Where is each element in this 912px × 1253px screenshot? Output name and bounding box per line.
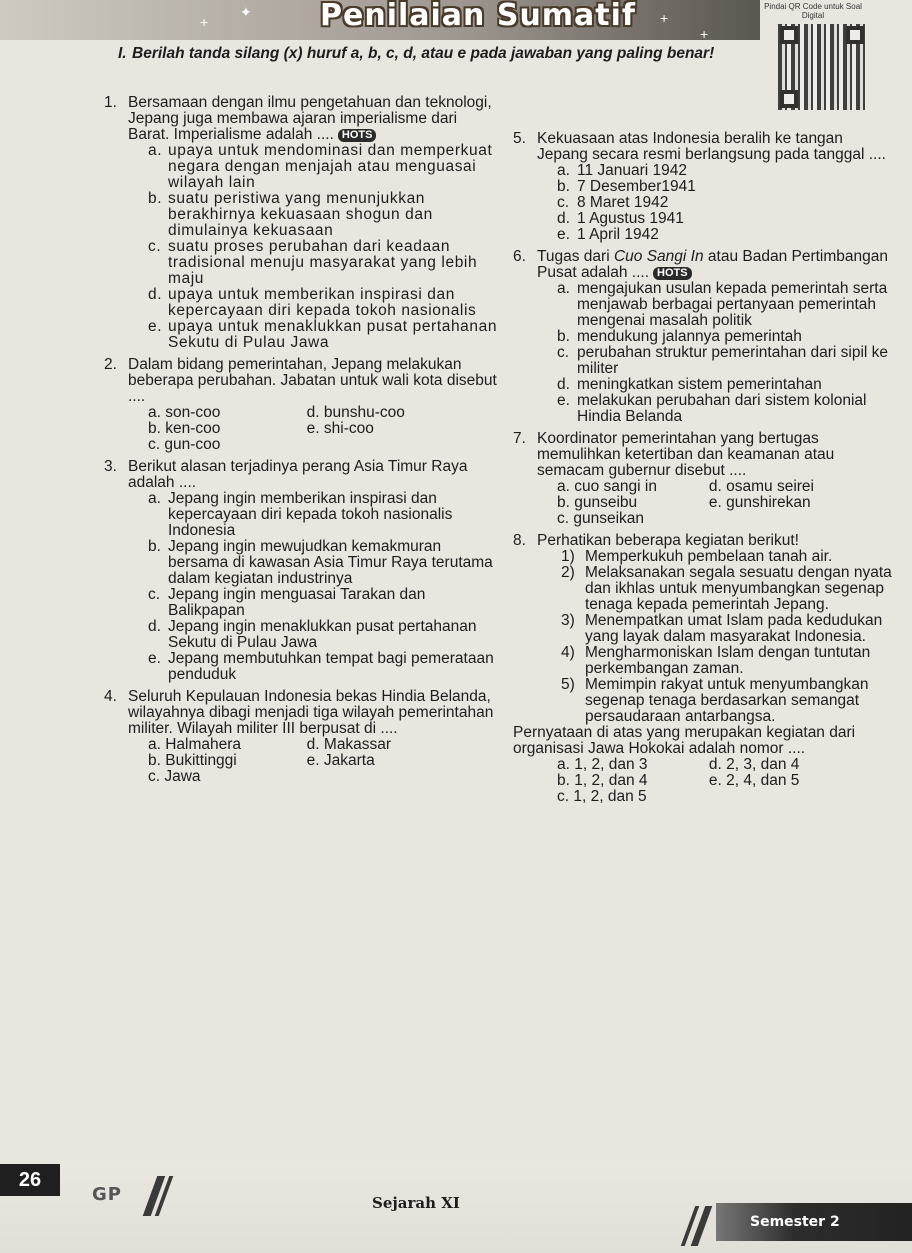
- question-text: Kekuasaan atas Indonesia beralih ke tangan Jepang secara resmi berlangsung pada tanggal ....: [537, 130, 886, 163]
- answer-option[interactable]: [537, 195, 893, 211]
- answer-option-row: [128, 737, 499, 753]
- answer-option[interactable]: [537, 163, 893, 179]
- question-item: [513, 131, 893, 243]
- answer-option[interactable]: [128, 491, 499, 539]
- question-text: atau Badan Pertimbangan Pusat adalah ....: [537, 248, 889, 281]
- answer-option-row: [128, 437, 499, 453]
- answer-option[interactable]: b. 1, 2, dan 4: [557, 772, 648, 789]
- instruction-text: Berilah tanda silang (x) huruf a, b, c, d, atau e pada jawaban yang paling benar!: [132, 45, 715, 62]
- question-item: [513, 249, 893, 425]
- answer-option[interactable]: [537, 377, 893, 393]
- sparkle-icon: +: [700, 26, 709, 42]
- option-text: meningkatkan sistem pemerintahan: [577, 376, 822, 393]
- answer-option-row: [128, 753, 499, 769]
- answer-option[interactable]: a. cuo sangi in: [557, 478, 657, 495]
- publisher-logo: GP: [92, 1184, 122, 1205]
- answer-option[interactable]: [537, 179, 893, 195]
- option-text: mengajukan usulan kepada pemerintah serta menjawab berbagai pertanyaan pemerintah mengenai masalah politik: [577, 280, 888, 329]
- question-text: Dalam bidang pemerintahan, Jepang melakukan beberapa perubahan. Jabatan untuk wali kota disebut ....: [128, 356, 497, 405]
- qr-label: Pindai QR Code untuk Soal Digital: [764, 2, 862, 20]
- statement-number: 5): [561, 676, 575, 693]
- answer-option[interactable]: a. Halmahera: [148, 736, 242, 753]
- option-text: Jepang ingin memberikan inspirasi dan kepercayaan diri kepada tokoh nasionalis Indonesia: [168, 490, 453, 539]
- answer-option[interactable]: c. gun-coo: [148, 436, 221, 453]
- statement-item: [537, 677, 893, 725]
- answer-option[interactable]: c. gunseikan: [557, 510, 645, 527]
- answer-option[interactable]: e. shi-coo: [306, 420, 374, 437]
- hots-badge: HOTS: [653, 267, 692, 280]
- question-stem: [537, 131, 893, 163]
- option-text: upaya untuk menaklukkan pusat pertahanan Sekutu di Pulau Jawa: [168, 318, 498, 351]
- answer-option[interactable]: [537, 211, 893, 227]
- question-text-italic: Cuo Sangi In: [613, 248, 704, 265]
- statement-text: Memimpin rakyat untuk menyumbangkan segenap tenaga berdasarkan semangat persaudaraan antarbangsa.: [585, 676, 869, 725]
- option-text: melakukan perubahan dari sistem kolonial Hindia Belanda: [577, 392, 867, 425]
- question-item: [513, 431, 893, 527]
- question-stem: [537, 249, 893, 281]
- option-text: suatu peristiwa yang menunjukkan berakhirnya kekuasaan shogun dan dimulainya kekuasaan: [168, 190, 433, 239]
- sparkle-icon: +: [660, 10, 669, 26]
- option-text: Jepang ingin menaklukkan pusat pertahanan Sekutu di Pulau Jawa: [168, 618, 477, 651]
- answer-option-row: [537, 511, 893, 527]
- option-letter: d.: [148, 286, 163, 303]
- answer-option[interactable]: b. Bukittinggi: [148, 752, 237, 769]
- answer-option-row: [537, 757, 893, 773]
- semester-label: Semester 2: [716, 1203, 912, 1241]
- option-letter: b.: [557, 178, 570, 195]
- question-stem: [537, 431, 893, 479]
- answer-option[interactable]: b. gunseibu: [557, 494, 638, 511]
- answer-option[interactable]: [128, 287, 499, 319]
- question-text: Bersamaan dengan ilmu pengetahuan dan teknologi, Jepang juga membawa ajaran imperialisme dari Barat. Imperialisme adalah ....: [128, 94, 492, 143]
- statement-item: [537, 565, 893, 613]
- answer-option[interactable]: a. son-coo: [148, 404, 221, 421]
- option-letter: c.: [148, 586, 161, 603]
- answer-option[interactable]: [537, 281, 893, 329]
- question-column-right: [513, 131, 893, 811]
- answer-option[interactable]: [128, 239, 499, 287]
- option-letter: d.: [148, 618, 161, 635]
- question-stem: [537, 533, 893, 549]
- option-text: Jepang ingin mewujudkan kemakmuran bersama di kawasan Asia Timur Raya terutama dalam kegiatan industrinya: [168, 538, 493, 587]
- answer-option[interactable]: [128, 651, 499, 683]
- question-text: Tugas dari: [537, 248, 614, 265]
- question-number: 1.: [104, 94, 117, 111]
- option-letter: b.: [148, 190, 163, 207]
- answer-option[interactable]: [709, 511, 893, 527]
- statement-item: [537, 613, 893, 645]
- question-item: [513, 533, 893, 805]
- option-text: suatu proses perubahan dari keadaan tradisional menuju masyarakat yang lebih maju: [168, 238, 478, 287]
- answer-option[interactable]: [307, 437, 499, 453]
- question-number: 7.: [513, 430, 526, 447]
- question-stem: [128, 459, 499, 491]
- answer-option[interactable]: [537, 329, 893, 345]
- answer-option-row: [128, 769, 499, 785]
- question-item: [104, 459, 499, 683]
- answer-option[interactable]: [128, 319, 499, 351]
- answer-option[interactable]: d. 2, 3, dan 4: [708, 756, 800, 773]
- answer-option[interactable]: d. Makassar: [306, 736, 392, 753]
- question-text: Seluruh Kepulauan Indonesia bekas Hindia Belanda, wilayahnya dibagi menjadi tiga wilayah pemerintahan militer. Wilayah militer III berpusat di ....: [128, 688, 494, 737]
- answer-option[interactable]: e. gunshirekan: [708, 494, 811, 511]
- answer-option[interactable]: [537, 393, 893, 425]
- instruction-number: I.: [118, 45, 127, 62]
- statement-number: 4): [561, 644, 575, 661]
- answer-option[interactable]: [128, 587, 499, 619]
- option-letter: d.: [557, 376, 570, 393]
- question-stem: [128, 357, 499, 405]
- answer-option[interactable]: [537, 227, 893, 243]
- question-number: 6.: [513, 248, 526, 265]
- option-text: Jepang membutuhkan tempat bagi pemerataan penduduk: [168, 650, 494, 683]
- statement-number: 1): [561, 548, 575, 565]
- question-number: 5.: [513, 130, 526, 147]
- question-number: 4.: [104, 688, 117, 705]
- answer-option-row: [128, 405, 499, 421]
- page-title: Penilaian Sumatif: [320, 0, 636, 33]
- option-letter: c.: [557, 344, 570, 361]
- option-text: 1 April 1942: [577, 226, 659, 243]
- option-letter: d.: [557, 210, 570, 227]
- answer-option-row: [128, 421, 499, 437]
- statement-number: 2): [561, 564, 575, 581]
- option-text: upaya untuk mendominasi dan memperkuat negara dengan menjajah atau menguasai wilayah lain: [168, 142, 493, 191]
- option-letter: e.: [148, 318, 163, 335]
- answer-option[interactable]: b. ken-coo: [148, 420, 221, 437]
- question-text: Koordinator pemerintahan yang bertugas memulihkan ketertiban dan keamanan atau semacam gubernur disebut ....: [537, 430, 835, 479]
- option-text: 11 Januari 1942: [577, 162, 688, 179]
- answer-option[interactable]: [128, 539, 499, 587]
- option-text: upaya untuk memberikan inspirasi dan kepercayaan diri kepada tokoh nasionalis: [168, 286, 477, 319]
- answer-option[interactable]: [128, 191, 499, 239]
- hots-badge: HOTS: [338, 129, 377, 142]
- statement-text: Menempatkan umat Islam pada kedudukan yang layak dalam masyarakat Indonesia.: [585, 612, 883, 645]
- question-item: [104, 95, 499, 351]
- option-text: Jepang ingin menguasai Tarakan dan Balikpapan: [168, 586, 426, 619]
- statement-item: [537, 645, 893, 677]
- answer-option[interactable]: c. Jawa: [148, 768, 201, 785]
- answer-option-row: [537, 479, 893, 495]
- option-letter: b.: [557, 328, 570, 345]
- answer-option-row: [537, 495, 893, 511]
- answer-option[interactable]: [307, 769, 499, 785]
- option-letter: e.: [148, 650, 161, 667]
- question-number: 3.: [104, 458, 117, 475]
- statement-text: Memperkukuh pembelaan tanah air.: [585, 548, 833, 565]
- question-text: Perhatikan beberapa kegiatan berikut!: [537, 532, 799, 549]
- option-letter: a.: [148, 142, 163, 159]
- statement-item: [537, 549, 893, 565]
- question-item: [104, 357, 499, 453]
- question-stem: [128, 95, 499, 143]
- answer-option-row: [537, 789, 893, 805]
- question-number: 2.: [104, 356, 117, 373]
- statement-number: 3): [561, 612, 575, 629]
- option-letter: a.: [148, 490, 161, 507]
- option-text: 1 Agustus 1941: [577, 210, 684, 227]
- option-text: 7 Desember1941: [577, 178, 696, 195]
- option-letter: c.: [557, 194, 570, 211]
- option-letter: a.: [557, 280, 570, 297]
- question-stem: [128, 689, 499, 737]
- answer-option[interactable]: e. Jakarta: [306, 752, 375, 769]
- option-letter: b.: [148, 538, 161, 555]
- statement-text: Melaksanakan segala sesuatu dengan nyata dan ikhlas untuk menyumbangkan segenap tenaga kepada pemerintah Jepang.: [585, 564, 892, 613]
- answer-option[interactable]: [128, 143, 499, 191]
- instruction: [118, 44, 758, 63]
- question-column-left: [104, 95, 499, 791]
- answer-option-row: [537, 773, 893, 789]
- question-item: [104, 689, 499, 785]
- page-number: 26: [0, 1164, 60, 1196]
- question-text: Berikut alasan terjadinya perang Asia Timur Raya adalah ....: [128, 458, 468, 491]
- answer-option[interactable]: e. 2, 4, dan 5: [708, 772, 800, 789]
- answer-option[interactable]: c. 1, 2, dan 5: [557, 788, 647, 805]
- statement-text: Mengharmoniskan Islam dengan tuntutan perkembangan zaman.: [585, 644, 871, 677]
- qr-code-icon[interactable]: [778, 24, 866, 110]
- option-text: mendukung jalannya pemerintah: [577, 328, 802, 345]
- sparkle-icon: +: [200, 14, 209, 30]
- subject-label: Sejarah XI: [372, 1194, 460, 1212]
- answer-option[interactable]: d. bunshu-coo: [306, 404, 405, 421]
- answer-option[interactable]: d. osamu seirei: [708, 478, 814, 495]
- option-text: perubahan struktur pemerintahan dari sipil ke militer: [577, 344, 889, 377]
- option-letter: e.: [557, 392, 570, 409]
- option-letter: e.: [557, 226, 570, 243]
- question-conclusion: Pernyataan di atas yang merupakan kegiatan dari organisasi Jawa Hokokai adalah nomor ....: [513, 724, 856, 757]
- option-letter: c.: [148, 238, 162, 255]
- question-number: 8.: [513, 532, 526, 549]
- sparkle-icon: ✦: [240, 4, 252, 20]
- answer-option[interactable]: [128, 619, 499, 651]
- answer-option[interactable]: a. 1, 2, dan 3: [557, 756, 648, 773]
- answer-option[interactable]: [709, 789, 893, 805]
- option-letter: a.: [557, 162, 570, 179]
- option-text: 8 Maret 1942: [577, 194, 669, 211]
- answer-option[interactable]: [537, 345, 893, 377]
